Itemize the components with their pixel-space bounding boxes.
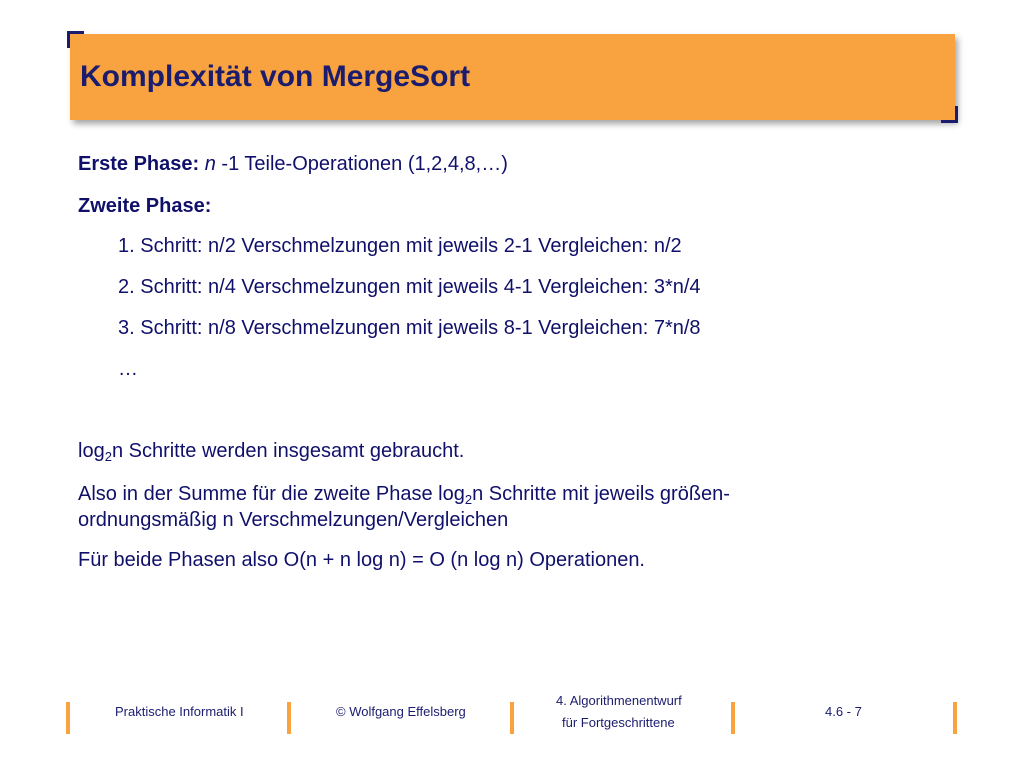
first-phase-variable: n — [204, 153, 216, 175]
sum-subscript: 2 — [464, 492, 473, 507]
log-prefix: log — [78, 440, 105, 462]
footer-chapter-line-1: 4. Algorithmenentwurf — [556, 693, 682, 708]
footer — [0, 690, 1024, 740]
first-phase-line — [78, 152, 508, 176]
slide-title: Komplexität von MergeSort — [80, 60, 471, 93]
sum-prefix: Also in der Summe für die zweite Phase log — [78, 483, 465, 505]
footer-divider — [66, 702, 70, 734]
log-rest: n Schritte werden insgesamt gebraucht. — [111, 440, 465, 462]
footer-author: © Wolfgang Effelsberg — [336, 704, 466, 719]
first-phase-text: -1 Teile-Operationen (1,2,4,8,…) — [215, 153, 508, 175]
step-1: 1. Schritt: n/2 Verschmelzungen mit jeweils 2-1 Vergleichen: n/2 — [118, 235, 682, 257]
step-3: 3. Schritt: n/8 Verschmelzungen mit jeweils 8-1 Vergleichen: 7*n/8 — [118, 317, 701, 339]
footer-page-number: 4.6 - 7 — [825, 704, 862, 719]
title-bar — [70, 34, 955, 120]
footer-divider — [287, 702, 291, 734]
footer-course: Praktische Informatik I — [115, 704, 244, 719]
corner-mark-top-left — [67, 31, 84, 48]
step-2: 2. Schritt: n/4 Verschmelzungen mit jeweils 4-1 Vergleichen: 3*n/4 — [118, 276, 701, 298]
sum-rest: n Schritte mit jeweils größen- — [472, 483, 730, 505]
sum-line-2: ordnungsmäßig n Verschmelzungen/Vergleichen — [78, 509, 509, 531]
second-phase-label: Zweite Phase: — [78, 195, 212, 217]
sum-line-1 — [78, 482, 730, 506]
first-phase-label: Erste Phase: — [78, 153, 200, 175]
corner-mark-bottom-right — [941, 106, 958, 123]
ellipsis: … — [118, 358, 138, 380]
log-subscript: 2 — [104, 449, 112, 464]
log-steps-line — [78, 439, 464, 463]
footer-divider — [953, 702, 957, 734]
footer-divider — [731, 702, 735, 734]
conclusion-line: Für beide Phasen also O(n + n log n) = O (n log n) Operationen. — [78, 549, 645, 571]
footer-chapter-line-2: für Fortgeschrittene — [562, 715, 675, 730]
footer-divider — [510, 702, 514, 734]
